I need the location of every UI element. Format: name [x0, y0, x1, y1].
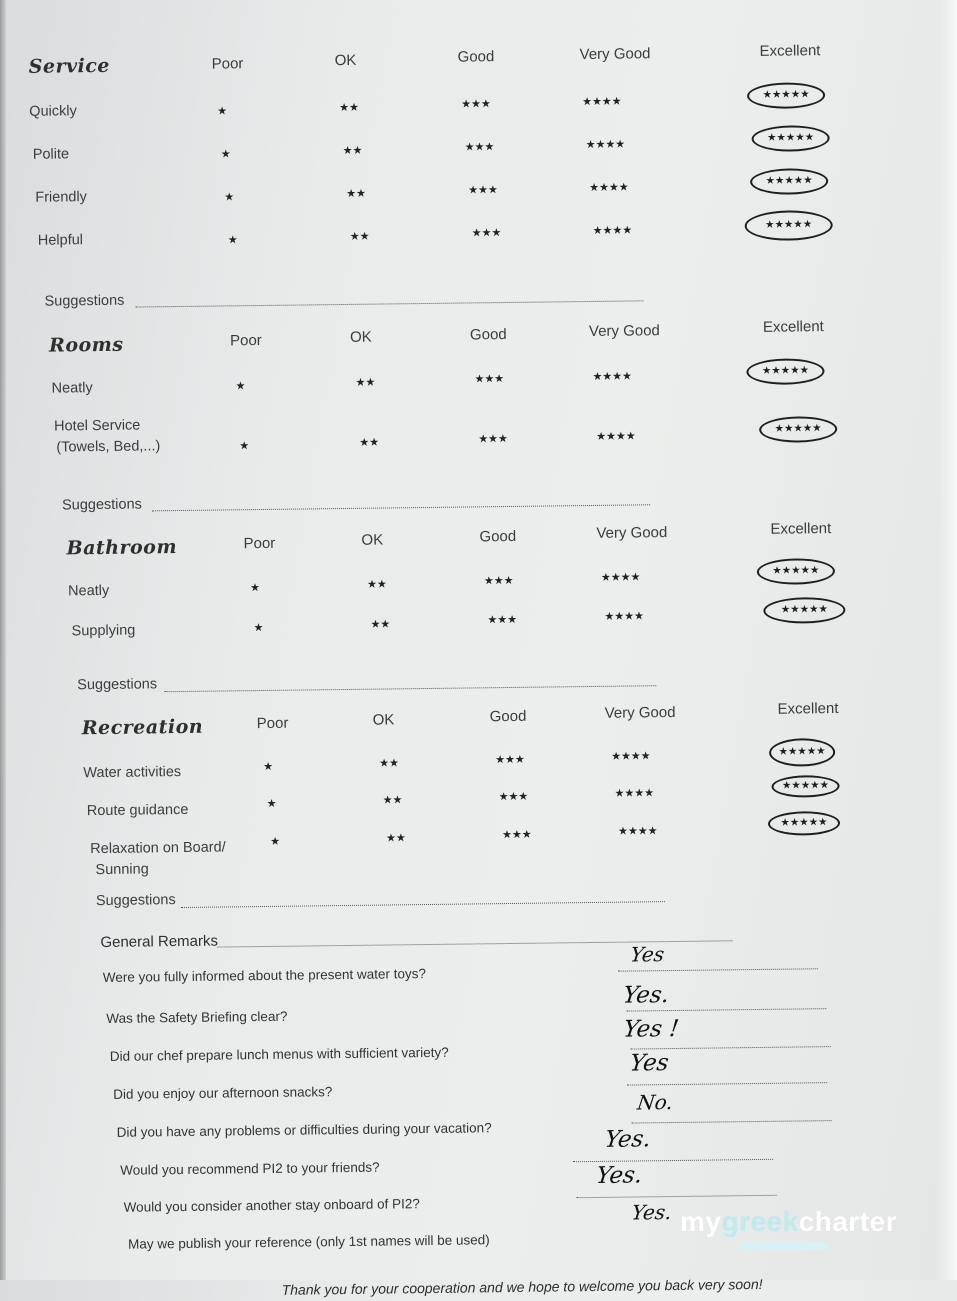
- star-3[interactable]: ★★★: [478, 432, 508, 446]
- star-4[interactable]: ★★★★: [600, 571, 641, 584]
- star-3[interactable]: ★★★: [464, 141, 495, 154]
- answer-1: Yes: [629, 942, 666, 967]
- head-good: Good: [479, 527, 517, 546]
- answer-line-1[interactable]: [618, 968, 818, 971]
- row-label-neatly: Neatly: [68, 582, 110, 600]
- head-very-good: Very Good: [588, 322, 660, 340]
- star-5-selected[interactable]: ★★★★★: [745, 210, 833, 241]
- star-2[interactable]: ★★: [342, 144, 363, 157]
- star-3[interactable]: ★★★: [461, 98, 491, 111]
- star-4[interactable]: ★★★★: [592, 224, 633, 237]
- watermark-part-1: my: [680, 1206, 722, 1237]
- star-3[interactable]: ★★★: [498, 790, 529, 804]
- head-ok: OK: [349, 328, 372, 346]
- row-label-relaxation: Relaxation on Board/: [90, 839, 226, 858]
- head-poor: Poor: [211, 55, 244, 73]
- row-label-hotel-service-sub: (Towels, Bed,...): [56, 438, 161, 456]
- answer-line-5[interactable]: [632, 1120, 832, 1123]
- answer-5: No.: [635, 1090, 675, 1115]
- star-4[interactable]: ★★★★: [604, 610, 644, 623]
- star-4[interactable]: ★★★★: [592, 370, 633, 383]
- star-5-selected[interactable]: ★★★★★: [750, 168, 828, 195]
- answer-line-7[interactable]: [577, 1195, 777, 1198]
- section-title: Rooms: [48, 333, 124, 357]
- answer-line-3[interactable]: [631, 1046, 831, 1049]
- head-excellent: Excellent: [777, 699, 839, 718]
- star-5-selected[interactable]: ★★★★★: [747, 82, 825, 109]
- row-label-friendly: Friendly: [35, 189, 87, 206]
- suggestions-line[interactable]: [136, 300, 644, 307]
- star-3[interactable]: ★★★: [483, 574, 514, 588]
- star-4[interactable]: ★★★★: [585, 138, 626, 152]
- footer-thank-you: Thank you for your cooperation and we hope to welcome you back very soon!: [281, 1275, 763, 1298]
- star-1[interactable]: ★: [227, 234, 238, 247]
- star-2[interactable]: ★★: [355, 376, 376, 389]
- star-2[interactable]: ★★: [370, 618, 391, 631]
- star-4[interactable]: ★★★★: [618, 825, 658, 838]
- suggestions-label: Suggestions: [77, 676, 158, 694]
- question-4: Did you enjoy our afternoon snacks?: [113, 1084, 333, 1102]
- suggestions-label: Suggestions: [44, 292, 125, 310]
- watermark-part-2: greek: [721, 1206, 799, 1237]
- star-5-selected[interactable]: ★★★★★: [771, 775, 839, 798]
- star-1[interactable]: ★: [217, 105, 228, 118]
- row-label-water-activities: Water activities: [83, 764, 182, 782]
- head-excellent: Excellent: [770, 520, 832, 538]
- answer-4: Yes: [628, 1050, 671, 1077]
- star-1[interactable]: ★: [253, 621, 264, 635]
- star-3[interactable]: ★★★: [474, 373, 505, 386]
- star-4[interactable]: ★★★★: [596, 430, 636, 443]
- star-1[interactable]: ★: [250, 582, 261, 595]
- star-3[interactable]: ★★★: [471, 227, 502, 240]
- star-2[interactable]: ★★: [366, 578, 387, 591]
- star-2[interactable]: ★★: [386, 832, 406, 845]
- star-5-selected[interactable]: ★★★★★: [751, 125, 829, 152]
- head-ok: OK: [334, 51, 357, 70]
- head-good: Good: [469, 326, 507, 344]
- head-ok: OK: [361, 531, 384, 549]
- star-2[interactable]: ★★: [379, 757, 400, 770]
- suggestions-line[interactable]: [181, 901, 665, 908]
- star-2[interactable]: ★★: [349, 230, 370, 243]
- row-label-route-guidance: Route guidance: [86, 801, 189, 820]
- star-1[interactable]: ★: [224, 191, 235, 204]
- watermark-part-3: charter: [798, 1206, 898, 1237]
- star-1[interactable]: ★: [220, 148, 231, 161]
- suggestions-line[interactable]: [164, 685, 656, 692]
- suggestions-label: Suggestions: [61, 496, 142, 514]
- row-label-sunning: Sunning: [95, 861, 149, 879]
- table-edge-left: [0, 0, 6, 1280]
- row-label-quickly: Quickly: [29, 103, 77, 120]
- star-4[interactable]: ★★★★: [614, 787, 655, 800]
- head-poor: Poor: [229, 331, 262, 350]
- answer-2: Yes.: [621, 982, 671, 1009]
- question-7: Would you consider another stay onboard of PI2?: [123, 1196, 420, 1215]
- answer-8: Yes.: [630, 1200, 674, 1225]
- row-label-hotel-service: Hotel Service: [53, 417, 141, 435]
- answer-7: Yes.: [594, 1162, 644, 1189]
- section-title: Service: [28, 54, 111, 78]
- head-very-good: Very Good: [604, 703, 676, 722]
- watermark-underline: [740, 1242, 828, 1250]
- star-5-selected[interactable]: ★★★★★: [768, 811, 840, 836]
- suggestions-label: Suggestions: [95, 892, 176, 910]
- star-5-selected[interactable]: ★★★★★: [757, 558, 835, 585]
- row-label-supplying: Supplying: [71, 622, 136, 640]
- answer-6: Yes.: [603, 1126, 653, 1153]
- head-very-good: Very Good: [596, 524, 668, 542]
- question-5: Did you have any problems or difficulties during your vacation?: [116, 1120, 492, 1140]
- answer-line-6[interactable]: [573, 1159, 773, 1162]
- star-3[interactable]: ★★★: [502, 828, 532, 842]
- head-very-good: Very Good: [579, 45, 651, 64]
- question-1: Were you fully informed about the present water toys?: [102, 966, 427, 985]
- head-poor: Poor: [256, 714, 289, 733]
- question-2: Was the Safety Briefing clear?: [106, 1008, 288, 1026]
- head-excellent: Excellent: [759, 42, 821, 60]
- head-ok: OK: [372, 711, 395, 729]
- star-5-selected[interactable]: ★★★★★: [769, 738, 835, 767]
- star-1[interactable]: ★: [270, 835, 281, 848]
- star-4[interactable]: ★★★★: [582, 95, 622, 109]
- suggestions-line[interactable]: [152, 504, 650, 511]
- star-4[interactable]: ★★★★: [611, 750, 651, 763]
- star-1[interactable]: ★: [263, 760, 274, 774]
- row-label-polite: Polite: [32, 146, 70, 163]
- service-section: [14, 0, 854, 310]
- star-5-selected[interactable]: ★★★★★: [763, 597, 845, 624]
- answer-line-2[interactable]: [626, 1008, 826, 1011]
- question-6: Would you recommend PI2 to your friends?: [120, 1159, 380, 1178]
- row-label-helpful: Helpful: [37, 232, 84, 249]
- head-excellent: Excellent: [762, 318, 824, 336]
- star-1[interactable]: ★: [235, 380, 246, 393]
- star-5-selected[interactable]: ★★★★★: [759, 416, 837, 443]
- section-title: Bathroom: [66, 536, 178, 560]
- head-good: Good: [457, 48, 495, 66]
- star-5-selected[interactable]: ★★★★★: [746, 358, 824, 385]
- head-good: Good: [489, 707, 527, 726]
- star-2[interactable]: ★★: [382, 794, 403, 807]
- star-4[interactable]: ★★★★: [589, 181, 629, 194]
- question-3: Did our chef prepare lunch menus with sufficient variety?: [109, 1044, 449, 1064]
- star-2[interactable]: ★★: [346, 187, 367, 200]
- star-1[interactable]: ★: [239, 440, 250, 453]
- answer-line-4[interactable]: [627, 1082, 827, 1085]
- row-label-neatly: Neatly: [51, 380, 93, 397]
- answer-3: Yes !: [621, 1015, 681, 1043]
- star-2[interactable]: ★★: [339, 101, 360, 115]
- head-poor: Poor: [243, 534, 276, 553]
- feedback-form-sheet: [14, 0, 954, 1298]
- watermark-logo: [680, 1206, 897, 1238]
- star-1[interactable]: ★: [266, 797, 277, 810]
- star-3[interactable]: ★★★: [487, 613, 518, 627]
- question-8: May we publish your reference (only 1st names will be used): [127, 1232, 490, 1252]
- star-3[interactable]: ★★★: [468, 184, 498, 197]
- general-remarks-label: General Remarks: [100, 932, 219, 952]
- star-2[interactable]: ★★: [359, 436, 380, 449]
- star-3[interactable]: ★★★: [495, 753, 525, 767]
- section-title: Recreation: [81, 715, 204, 740]
